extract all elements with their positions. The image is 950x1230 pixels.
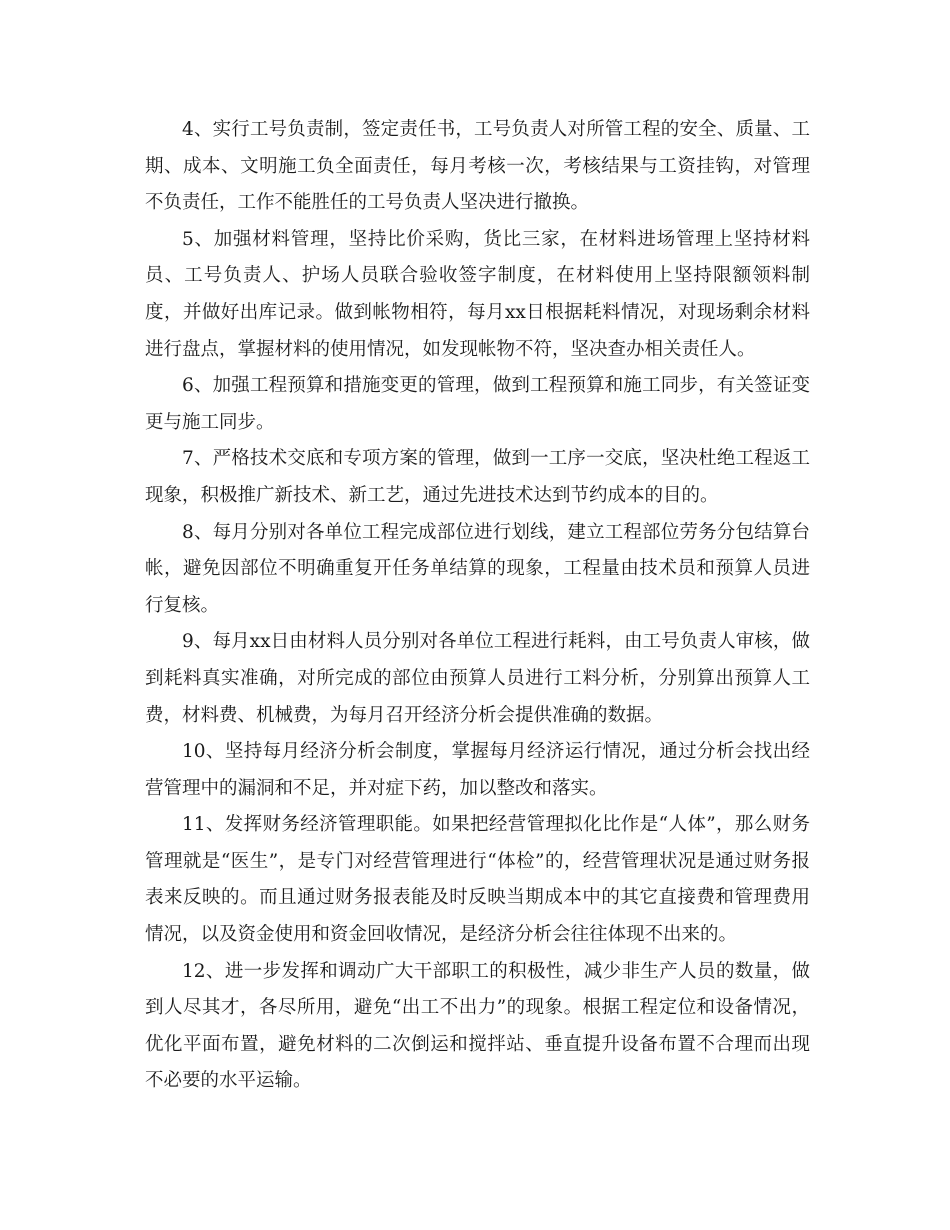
paragraph-9: 9、每月xx日由材料人员分别对各单位工程进行耗料，由工号负责人审核，做到耗料真实准确，对所完成的部位由预算人员进行工料分析，分别算出预算人工费，材料费、机械费，为每月召开经济分析会提供准确的数据。 (145, 631, 810, 726)
paragraph-12: 12、进一步发挥和调动广大干部职工的积极性，减少非生产人员的数量，做到人尽其才，各尽所用，避免“出工不出力”的现象。根据工程定位和设备情况，优化平面布置，避免材料的二次倒运和搅拌站、垂直提升设备布置不合理而出现不必要的水平运输。 (145, 960, 810, 1092)
paragraph-10: 10、坚持每月经济分析会制度，掌握每月经济运行情况，通过分析会找出经营管理中的漏洞和不足，并对症下药，加以整改和落实。 (145, 741, 810, 799)
paragraph-7: 7、严格技术交底和专项方案的管理，做到一工序一交底，坚决杜绝工程返工现象，积极推广新技术、新工艺，通过先进技术达到节约成本的目的。 (145, 448, 810, 506)
paragraph-5: 5、加强材料管理，坚持比价采购，货比三家，在材料进场管理上坚持材料员、工号负责人、护场人员联合验收签字制度，在材料使用上坚持限额领料制度，并做好出库记录。做到帐物相符，每月xx日根据耗料情况，对现场剩余材料进行盘点，掌握材料的使用情况，如发现帐物不符，坚决查办相关责任人。 (145, 228, 810, 360)
paragraph-6: 6、加强工程预算和措施变更的管理，做到工程预算和施工同步，有关签证变更与施工同步。 (145, 375, 810, 433)
paragraph-8: 8、每月分别对各单位工程完成部位进行划线，建立工程部位劳务分包结算台帐，避免因部位不明确重复开任务单结算的现象，工程量由技术员和预算人员进行复核。 (145, 521, 810, 616)
paragraph-4: 4、实行工号负责制，签定责任书，工号负责人对所管工程的安全、质量、工期、成本、文明施工负全面责任，每月考核一次，考核结果与工资挂钩，对管理不负责任，工作不能胜任的工号负责人坚决进行撤换。 (145, 119, 810, 214)
paragraph-11: 11、发挥财务经济管理职能。如果把经营管理拟化比作是“人体”，那么财务管理就是“医生”，是专门对经营管理进行“体检”的，经营管理状况是通过财务报表来反映的。而且通过财务报表能及时反映当期成本中的其它直接费和管理费用情况，以及资金使用和资金回收情况，是经济分析会往往体现不出来的。 (145, 814, 810, 946)
document-body (145, 112, 810, 1100)
